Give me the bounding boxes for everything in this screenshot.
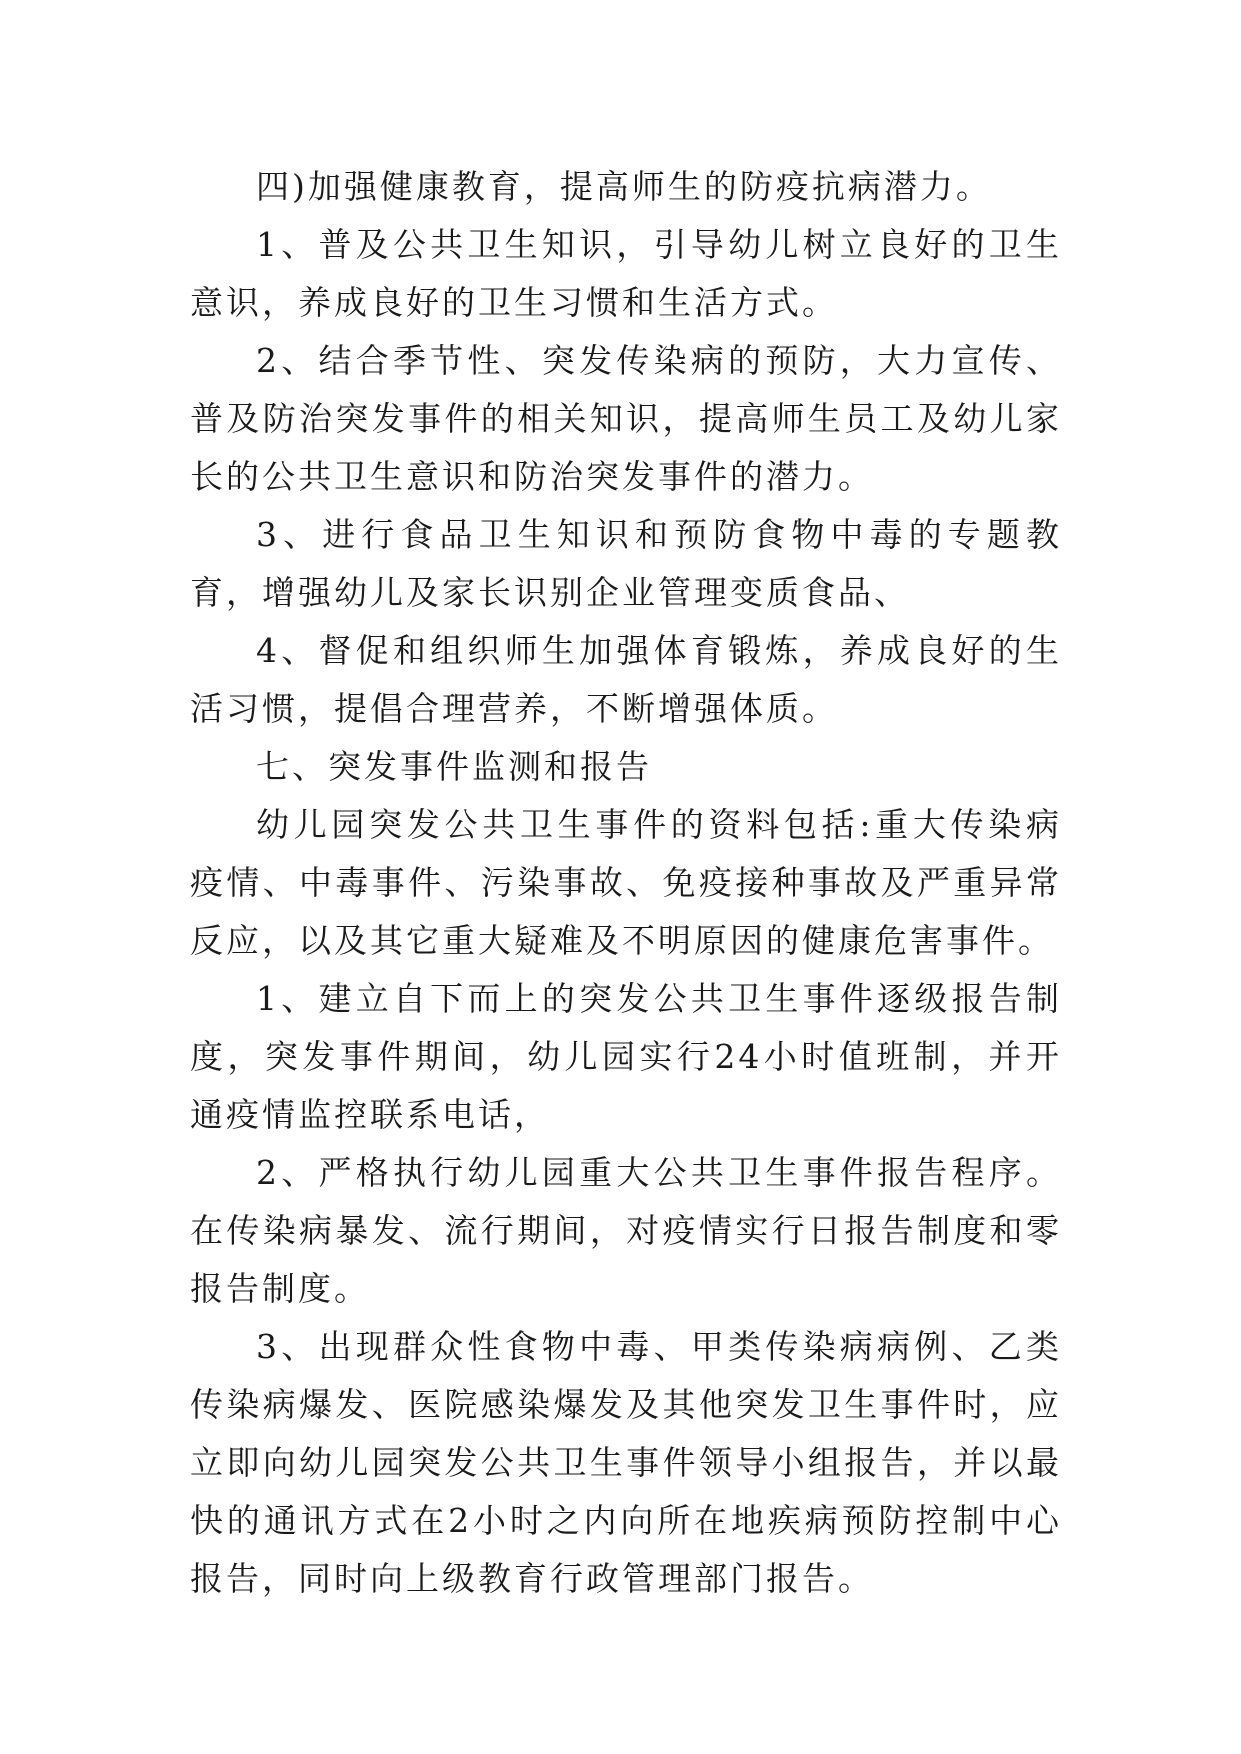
paragraph-section-4-heading: 四)加强健康教育，提高师生的防疫抗病潜力。 — [256, 167, 992, 206]
paragraph-item-1: 1、普及公共卫生知识，引导幼儿树立良好的卫生意识，养成良好的卫生习惯和生活方式。 — [190, 225, 1062, 322]
paragraph-report-2: 2、严格执行幼儿园重大公共卫生事件报告程序。在传染病暴发、流行期间，对疫情实行日报告制度和零报告制度。 — [190, 1153, 1062, 1308]
document-body — [190, 158, 1062, 1608]
paragraph-section-7-heading: 七、突发事件监测和报告 — [256, 747, 652, 786]
paragraph-item-2: 2、结合季节性、突发传染病的预防，大力宣传、普及防治突发事件的相关知识，提高师生员工及幼儿家长的公共卫生意识和防治突发事件的潜力。 — [190, 341, 1062, 496]
paragraph-item-4: 4、督促和组织师生加强体育锻炼，养成良好的生活习惯，提倡合理营养，不断增强体质。 — [190, 631, 1062, 728]
paragraph-report-1: 1、建立自下而上的突发公共卫生事件逐级报告制度，突发事件期间，幼儿园实行24小时值班制，并开通疫情监控联系电话， — [190, 979, 1062, 1134]
paragraph-item-3: 3、进行食品卫生知识和预防食物中毒的专题教育，增强幼儿及家长识别企业管理变质食品、 — [190, 515, 1062, 612]
paragraph-report-3: 3、出现群众性食物中毒、甲类传染病病例、乙类传染病爆发、医院感染爆发及其他突发卫生事件时，应立即向幼儿园突发公共卫生事件领导小组报告，并以最快的通讯方式在2小时之内向所在地疾病预防控制中心报告，同时向上级教育行政管理部门报告。 — [190, 1327, 1062, 1598]
paragraph-scope: 幼儿园突发公共卫生事件的资料包括:重大传染病疫情、中毒事件、污染事故、免疫接种事故及严重异常反应，以及其它重大疑难及不明原因的健康危害事件。 — [190, 805, 1062, 960]
